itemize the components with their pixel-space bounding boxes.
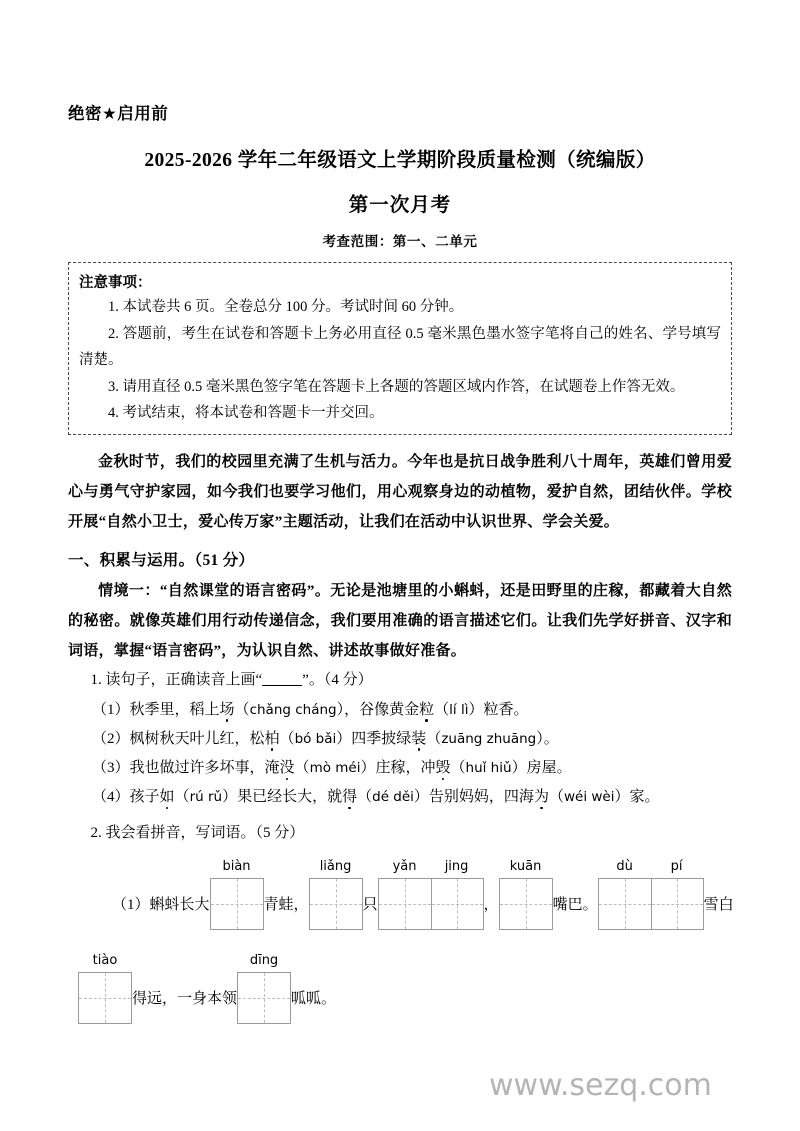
- page-title: 2025-2026 学年二年级语文上学期阶段质量检测（统编版）: [144, 150, 656, 171]
- intro-paragraph: 金秋时节，我们的校园里充满了生机与活力。今年也是抗日战争胜利八十周年，英雄们曾用爱心与勇气守护家园，如今我们也要学习他们，用心观察身边的动植物，爱护自然，团结伙伴。学校开展“自然小卫士，爱心传万家”主题活动，让我们在活动中认识世界、学会关爱。: [68, 454, 732, 531]
- emphasis-char: 为: [533, 789, 549, 806]
- pinyin-choice[interactable]: bó bǎi: [294, 730, 337, 747]
- pinyin-choice[interactable]: rú rǔ: [189, 789, 223, 806]
- question-1-item: [68, 725, 732, 754]
- pinyin-syllable: pí: [670, 858, 683, 874]
- site-watermark: www.sezq.com: [489, 1068, 712, 1103]
- notice-title: 注意事项：: [79, 275, 152, 291]
- emphasis-char: 如: [159, 789, 175, 806]
- tianzige-cell[interactable]: [431, 879, 483, 929]
- emphasis-char: 得: [342, 789, 358, 806]
- writing-grid-group: [378, 858, 484, 930]
- tianzige-box[interactable]: [210, 878, 264, 930]
- grid-following-text: ，: [483, 897, 499, 914]
- grid-following-text: 青蛙，: [263, 897, 309, 914]
- sentence-text: （: [357, 789, 373, 806]
- writing-grid-group: [210, 858, 264, 930]
- exam-scope: 考查范围：第一、二单元: [322, 234, 478, 249]
- pinyin-choice[interactable]: chǎng cháng: [249, 701, 337, 718]
- tianzige-cell[interactable]: [651, 879, 703, 929]
- emphasis-char: 装: [411, 730, 427, 747]
- pinyin-syllable: dù: [616, 858, 633, 874]
- grid-pinyin-hint: [378, 859, 484, 874]
- pinyin-syllable: biàn: [222, 858, 251, 874]
- writing-grid-group: [309, 858, 363, 930]
- sentence-text: ）果已经长大，就: [222, 789, 343, 806]
- pinyin-choice[interactable]: lí lì: [449, 701, 469, 718]
- sentence-text: ）。: [536, 730, 559, 747]
- question-1-stem: [68, 666, 732, 695]
- q1-stem-after: ”。（4 分）: [302, 672, 373, 689]
- grid-following-text: 雪白: [703, 897, 734, 914]
- sentence-text: ），谷像黄金: [336, 701, 420, 718]
- tianzige-box[interactable]: [378, 878, 484, 930]
- sentence-text: 我也做过许多坏事，淹: [129, 760, 280, 777]
- tianzige-cell[interactable]: [211, 879, 263, 929]
- tianzige-cell[interactable]: [379, 879, 431, 929]
- question-1-item: [68, 783, 732, 812]
- question-1-item: [68, 696, 732, 725]
- pinyin-syllable: jing: [444, 858, 469, 874]
- pinyin-syllable: kuān: [509, 858, 542, 874]
- grid-pinyin-hint: [78, 953, 132, 968]
- tianzige-box[interactable]: [598, 878, 704, 930]
- tianzige-box[interactable]: [499, 878, 553, 930]
- question-2-stem: 2. 我会看拼音，写词语。（5 分）: [90, 824, 305, 841]
- writing-grid-group: [78, 952, 132, 1024]
- emphasis-char: 粒: [419, 701, 435, 718]
- sentence-text: ）粒香。: [468, 701, 529, 718]
- pinyin-syllable: liǎng: [319, 858, 352, 874]
- sentence-text: 孩子: [129, 789, 160, 806]
- emphasis-char: 场: [219, 701, 235, 718]
- page-content: [68, 0, 732, 1024]
- section-heading: 一、积累与运用。（51 分）: [68, 552, 255, 570]
- sentence-text: （: [294, 760, 310, 777]
- tianzige-box[interactable]: [309, 878, 363, 930]
- question-1-item: [68, 754, 732, 783]
- sentence-text: （: [450, 760, 466, 777]
- writing-grid-group: [598, 858, 704, 930]
- pinyin-syllable: dīng: [249, 952, 279, 968]
- pinyin-choice[interactable]: huǐ hiǔ: [465, 760, 512, 777]
- item-number: （2）: [92, 730, 130, 747]
- grid-following-text: 只: [362, 897, 378, 914]
- scenario-paragraph: 情境一：“自然课堂的语言密码”。无论是池塘里的小蝌蚪，还是田野里的庄稼，都藏着大自然的秘密。就像英雄们用行动传递信念，我们要用准确的语言描述它们。让我们先学好拼音、汉字和词语，掌握“语言密码”，为认识自然、讲述故事做好准备。: [68, 583, 732, 660]
- notice-box: [68, 262, 732, 435]
- sentence-text: ）四季披绿: [336, 730, 412, 747]
- grid-following-text: 呱呱。: [291, 991, 337, 1008]
- sentence-text: ）家。: [614, 789, 660, 806]
- sentence-text: （: [234, 701, 250, 718]
- notice-item: 3. 请用直径 0.5 毫米黑色签字笔在答题卡上各题的答题区域内作答，在试题卷上作答无效。: [108, 378, 685, 395]
- question-2-row-1: [112, 858, 734, 930]
- tianzige-cell[interactable]: [79, 973, 131, 1023]
- item-number: （3）: [92, 760, 130, 777]
- notice-item: 4. 考试结束，将本试卷和答题卡一并交回。: [108, 404, 384, 421]
- grid-following-text: 嘴巴。: [552, 897, 598, 914]
- emphasis-char: 柏: [264, 730, 280, 747]
- tianzige-cell[interactable]: [500, 879, 552, 929]
- pinyin-syllable: tiào: [92, 952, 118, 968]
- tianzige-cell[interactable]: [599, 879, 651, 929]
- emphasis-char: 毁: [435, 760, 451, 777]
- question-1-items: [68, 696, 732, 813]
- exam-subtitle: 第一次月考: [348, 195, 452, 216]
- item-number: （1）: [92, 701, 130, 718]
- sentence-text: 枫树秋天叶儿红，松: [129, 730, 265, 747]
- pinyin-choice[interactable]: dé děi: [372, 789, 414, 806]
- writing-grid-group: [499, 858, 553, 930]
- grid-following-text: 得远，一身本领: [132, 991, 238, 1008]
- sentence-text: （: [174, 789, 190, 806]
- tianzige-cell[interactable]: [238, 973, 290, 1023]
- grid-pinyin-hint: [237, 953, 291, 968]
- pinyin-choice[interactable]: zuāng zhuāng: [441, 730, 537, 747]
- grid-pinyin-hint: [309, 859, 363, 874]
- grid-pinyin-hint: [598, 859, 704, 874]
- tianzige-box[interactable]: [237, 972, 291, 1024]
- q1-stem-before: 1. 读句子，正确读音上画“: [90, 672, 263, 689]
- sentence-text: ）房屋。: [511, 760, 572, 777]
- tianzige-cell[interactable]: [310, 879, 362, 929]
- row-lead-text: （1）蝌蚪长大: [112, 897, 210, 914]
- pinyin-choice[interactable]: wéi wèi: [563, 789, 615, 806]
- writing-grid-group: [237, 952, 291, 1024]
- sentence-text: （: [279, 730, 295, 747]
- sentence-text: （: [434, 701, 450, 718]
- notice-item: 1. 本试卷共 6 页。全卷总分 100 分。考试时间 60 分钟。: [108, 299, 464, 316]
- sentence-text: ）告别妈妈，四海: [413, 789, 534, 806]
- sentence-text: ）庄稼，冲: [360, 760, 436, 777]
- answer-blank-line: [262, 685, 302, 686]
- sentence-text: （: [548, 789, 564, 806]
- item-number: （4）: [92, 789, 130, 806]
- grid-pinyin-hint: [499, 859, 553, 874]
- emphasis-char: 没: [279, 760, 295, 777]
- secret-notice: 绝密★启用前: [68, 104, 169, 123]
- pinyin-syllable: yǎn: [392, 858, 417, 874]
- question-2-row-2: [78, 952, 732, 1024]
- grid-pinyin-hint: [210, 859, 264, 874]
- pinyin-choice[interactable]: mò méi: [309, 760, 361, 777]
- sentence-text: 秋季里，稻上: [129, 701, 220, 718]
- notice-item: 2. 答题前，考生在试卷和答题卡上务必用直径 0.5 毫米黑色墨水签字笔将自己的姓名、学号填写清楚。: [79, 325, 721, 369]
- tianzige-box[interactable]: [78, 972, 132, 1024]
- sentence-text: （: [426, 730, 442, 747]
